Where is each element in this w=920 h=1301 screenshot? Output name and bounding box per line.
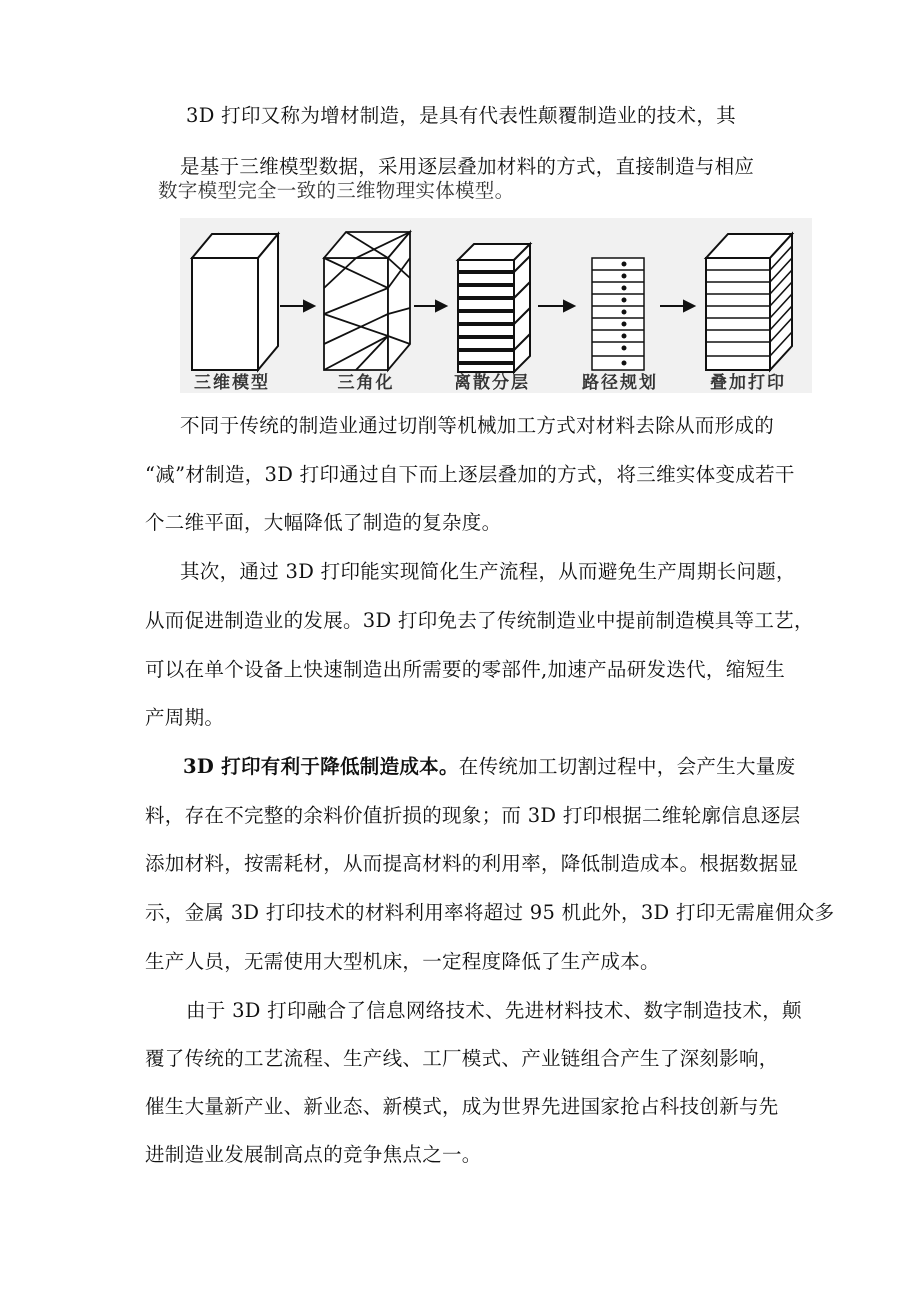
caption-triangulation: 三角化: [337, 373, 395, 393]
sliced-layers-icon: [458, 244, 530, 372]
p1-line-3: 个二维平面，大幅降低了制造的复杂度。: [145, 511, 502, 534]
caption-stacking: 叠加打印: [710, 373, 786, 393]
p3-line-3: 添加材料，按需耗材，从而提高材料的利用率，降低制造成本。根据数据显: [145, 852, 799, 875]
p1-line-1: 不同于传统的制造业通过切削等机械加工方式对材料去除从而形成的: [180, 414, 775, 437]
triangulated-model-icon: [324, 232, 410, 370]
stacked-print-icon: [706, 234, 792, 370]
caption-path-planning: 路径规划: [582, 373, 658, 393]
caption-slicing: 离散分层: [454, 373, 530, 393]
p4-line-4: 进制造业发展制高点的竞争焦点之一。: [145, 1143, 482, 1166]
p2-line-1: 其次，通过 3D 打印能实现简化生产流程，从而避免生产周期长问题，: [180, 560, 796, 583]
p3-line-4: 示，金属 3D 打印技术的材料利用率将超过 95 机此外，3D 打印无需雇佣众多: [145, 901, 835, 924]
p4-line-2: 覆了传统的工艺流程、生产线、工厂模式、产业链组合产生了深刻影响，: [145, 1047, 779, 1070]
solid-model-icon: [192, 234, 278, 370]
p3-line-5: 生产人员，无需使用大型机床，一定程度降低了生产成本。: [145, 950, 660, 973]
p1-line-2: “减”材制造，3D 打印通过自下而上逐层叠加的方式，将三维实体变成若干: [145, 463, 795, 486]
p3-line-1-rest: 在传统加工切割过程中，会产生大量废: [458, 755, 796, 778]
p3-line-2: 料，存在不完整的余料价值折损的现象；而 3D 打印根据二维轮廓信息逐层: [145, 804, 801, 827]
process-diagram: [180, 218, 812, 393]
caption-3d-model: 三维模型: [194, 373, 270, 393]
p4-line-1: 由于 3D 打印融合了信息网络技术、先进材料技术、数字制造技术，颠: [186, 999, 802, 1022]
intro-line-3: 数字模型完全一致的三维物理实体模型。: [158, 179, 515, 202]
p2-line-3: 可以在单个设备上快速制造出所需要的零部件,加速产品研发迭代，缩短生: [145, 658, 786, 681]
p2-line-4: 产周期。: [145, 706, 225, 729]
intro-line-2: 是基于三维模型数据，采用逐层叠加材料的方式，直接制造与相应: [180, 155, 755, 178]
p3-line-1: [183, 754, 795, 780]
p2-line-2: 从而促进制造业的发展。3D 打印免去了传统制造业中提前制造模具等工艺，: [145, 609, 814, 632]
p3-bold-lead: 3D 打印有利于降低制造成本。: [183, 755, 459, 778]
p4-line-3: 催生大量新产业、新业态、新模式，成为世界先进国家抢占科技创新与先: [145, 1095, 779, 1118]
path-planning-icon: [592, 258, 644, 370]
intro-line-1: 3D 打印又称为增材制造，是具有代表性颠覆制造业的技术，其: [186, 104, 736, 127]
